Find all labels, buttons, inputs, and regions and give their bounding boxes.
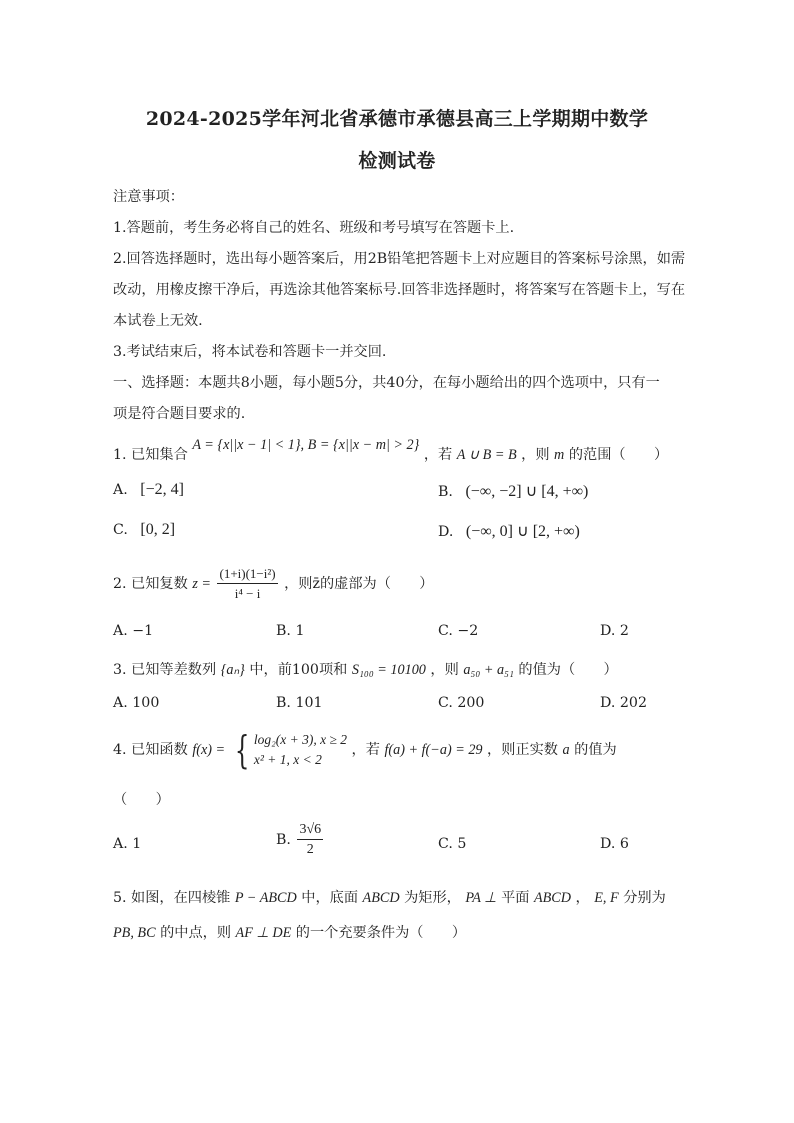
question-4 (113, 730, 617, 770)
q1-option-b-value: (−∞, −2] ∪ [4, +∞) (465, 483, 589, 500)
q3-mid2: ，则 (430, 662, 459, 678)
q4-condition: f(a) + f(−a) = 29 (384, 742, 483, 758)
q2-option-b: B. 1 (276, 623, 305, 639)
section1-instructions-line2: 项是符合题目要求的. (113, 406, 246, 422)
notice-heading: 注意事项： (113, 189, 184, 205)
q2-z: z = (192, 576, 211, 592)
q5-perp: PA ⊥ (465, 890, 497, 906)
q5-pyramid: P − ABCD (234, 890, 297, 906)
q1-sets: A = {x||x − 1| < 1}, B = {x||x − m| > 2} (192, 437, 420, 453)
q5-plane: ABCD (533, 890, 572, 906)
q5-midpoints: PB, BC (113, 925, 156, 941)
q4-option-b (276, 822, 325, 858)
q2-suffix: ，则z̄的虚部为（ ） (284, 576, 434, 592)
q4-piece-1: log₂(x + 3), x ≥ 2 (253, 732, 348, 747)
q1-option-b (438, 481, 588, 501)
q5-text-g: 的中点，则 (160, 925, 232, 941)
left-brace-icon: { (234, 728, 249, 772)
q3-mid: 中，前100项和 (249, 662, 348, 678)
q4-fx: f(x) = (192, 742, 226, 758)
q1-var: m (554, 447, 565, 463)
question-3 (113, 659, 618, 679)
q2-numerator: (1+i)(1−i²) (217, 566, 277, 584)
notice-item-3: 3.考试结束后，将本试卷和答题卡一并交回. (113, 344, 387, 360)
q1-option-c-value: [0, 2] (140, 521, 176, 538)
notice-item-2-line3: 本试卷上无效. (113, 313, 203, 329)
q3-prefix: 3. 已知等差数列 (113, 662, 217, 678)
q1-mid2: ，则 (521, 447, 550, 463)
q4-option-a: A. 1 (113, 836, 142, 852)
q3-expression: a₅₀ + a₅₁ (463, 662, 514, 678)
q2-denominator: i⁴ − i (234, 586, 261, 601)
exam-title-line1: 2024-2025学年河北省承德市承德县高三上学期期中数学 (145, 108, 649, 130)
q3-suffix: 的值为（ ） (518, 662, 618, 678)
q3-option-b: B. 101 (276, 695, 323, 711)
q5-text-f: 分别为 (623, 890, 666, 906)
q5-text-b: 中，底面 (301, 890, 359, 906)
q5-text-c: 为矩形， (404, 890, 461, 906)
question-1 (113, 437, 669, 464)
q4-piece-2: x² + 1, x < 2 (253, 752, 322, 767)
q4-mid: ，若 (351, 742, 380, 758)
q4-prefix: 4. 已知函数 (113, 742, 188, 758)
q5-condition: AF ⊥ DE (235, 925, 292, 941)
q4-suffix: 的值为 (574, 742, 617, 758)
exam-title-line2: 检测试卷 (358, 150, 436, 172)
q3-sum: S₁₀₀ = 10100 (351, 662, 426, 678)
q4-mid2: ，则正实数 (487, 742, 558, 758)
section1-instructions-line1: 一、选择题：本题共8小题，每小题5分，共40分，在每小题给出的四个选项中，只有一 (113, 375, 660, 391)
question-2 (113, 566, 433, 602)
q5-base: ABCD (362, 890, 400, 906)
notice-item-2-line1: 2.回答选择题时，选出每小题答案后，用2B铅笔把答题卡上对应题目的答案标号涂黑，如需 (113, 251, 686, 267)
q1-option-a (113, 481, 184, 499)
q1-option-d-value: (−∞, 0] ∪ [2, +∞) (465, 523, 580, 540)
q1-option-c-label: C. (113, 522, 128, 538)
q3-option-c: C. 200 (438, 695, 485, 711)
notice-item-1: 1.答题前，考生务必将自己的姓名、班级和考号填写在答题卡上. (113, 220, 515, 236)
q4-option-d: D. 6 (600, 836, 629, 852)
q4-option-b-numerator: 3√6 (297, 822, 323, 840)
q1-option-a-label: A. (113, 482, 128, 498)
q1-suffix: 的范围（ ） (568, 447, 669, 463)
q3-sequence: {aₙ} (220, 662, 245, 678)
q1-option-d (438, 521, 580, 541)
q2-prefix: 2. 已知复数 (113, 576, 188, 592)
q2-option-c: C. −2 (438, 623, 479, 639)
q5-text-a: 5. 如图，在四棱锥 (113, 890, 231, 906)
q2-option-a: A. −1 (113, 623, 154, 639)
q2-option-d: D. 2 (600, 623, 629, 639)
q1-prefix: 1. 已知集合 (113, 447, 188, 463)
q1-condition: A ∪ B = B (456, 447, 517, 463)
question-5-line1 (113, 887, 666, 907)
question-5-line2 (113, 922, 466, 942)
q5-text-d: 平面 (501, 890, 530, 906)
q4-option-b-label: B. (276, 832, 291, 848)
q4-option-b-denominator: 2 (306, 842, 314, 857)
q4-var: a (562, 742, 570, 758)
q3-option-a: A. 100 (113, 695, 160, 711)
q3-option-d: D. 202 (600, 695, 647, 711)
q4-piecewise (254, 730, 347, 770)
q5-points: E, F (594, 890, 619, 906)
q4-answer-paren: （ ） (113, 792, 170, 808)
q1-option-a-value: [−2, 4] (140, 481, 184, 498)
q1-option-b-label: B. (438, 484, 453, 500)
q4-option-c: C. 5 (438, 836, 467, 852)
q1-mid: ，若 (423, 447, 453, 463)
q1-option-c (113, 521, 175, 539)
q4-option-b-fraction (297, 822, 323, 858)
notice-item-2-line2: 改动，用橡皮擦干净后，再选涂其他答案标号.回答非选择题时，将答案写在答题卡上，写在 (113, 282, 686, 298)
q5-text-h: 的一个充要条件为（ ） (295, 925, 467, 941)
q1-option-d-label: D. (438, 524, 454, 540)
q2-fraction (217, 566, 277, 602)
q5-text-e: ， (575, 890, 590, 906)
